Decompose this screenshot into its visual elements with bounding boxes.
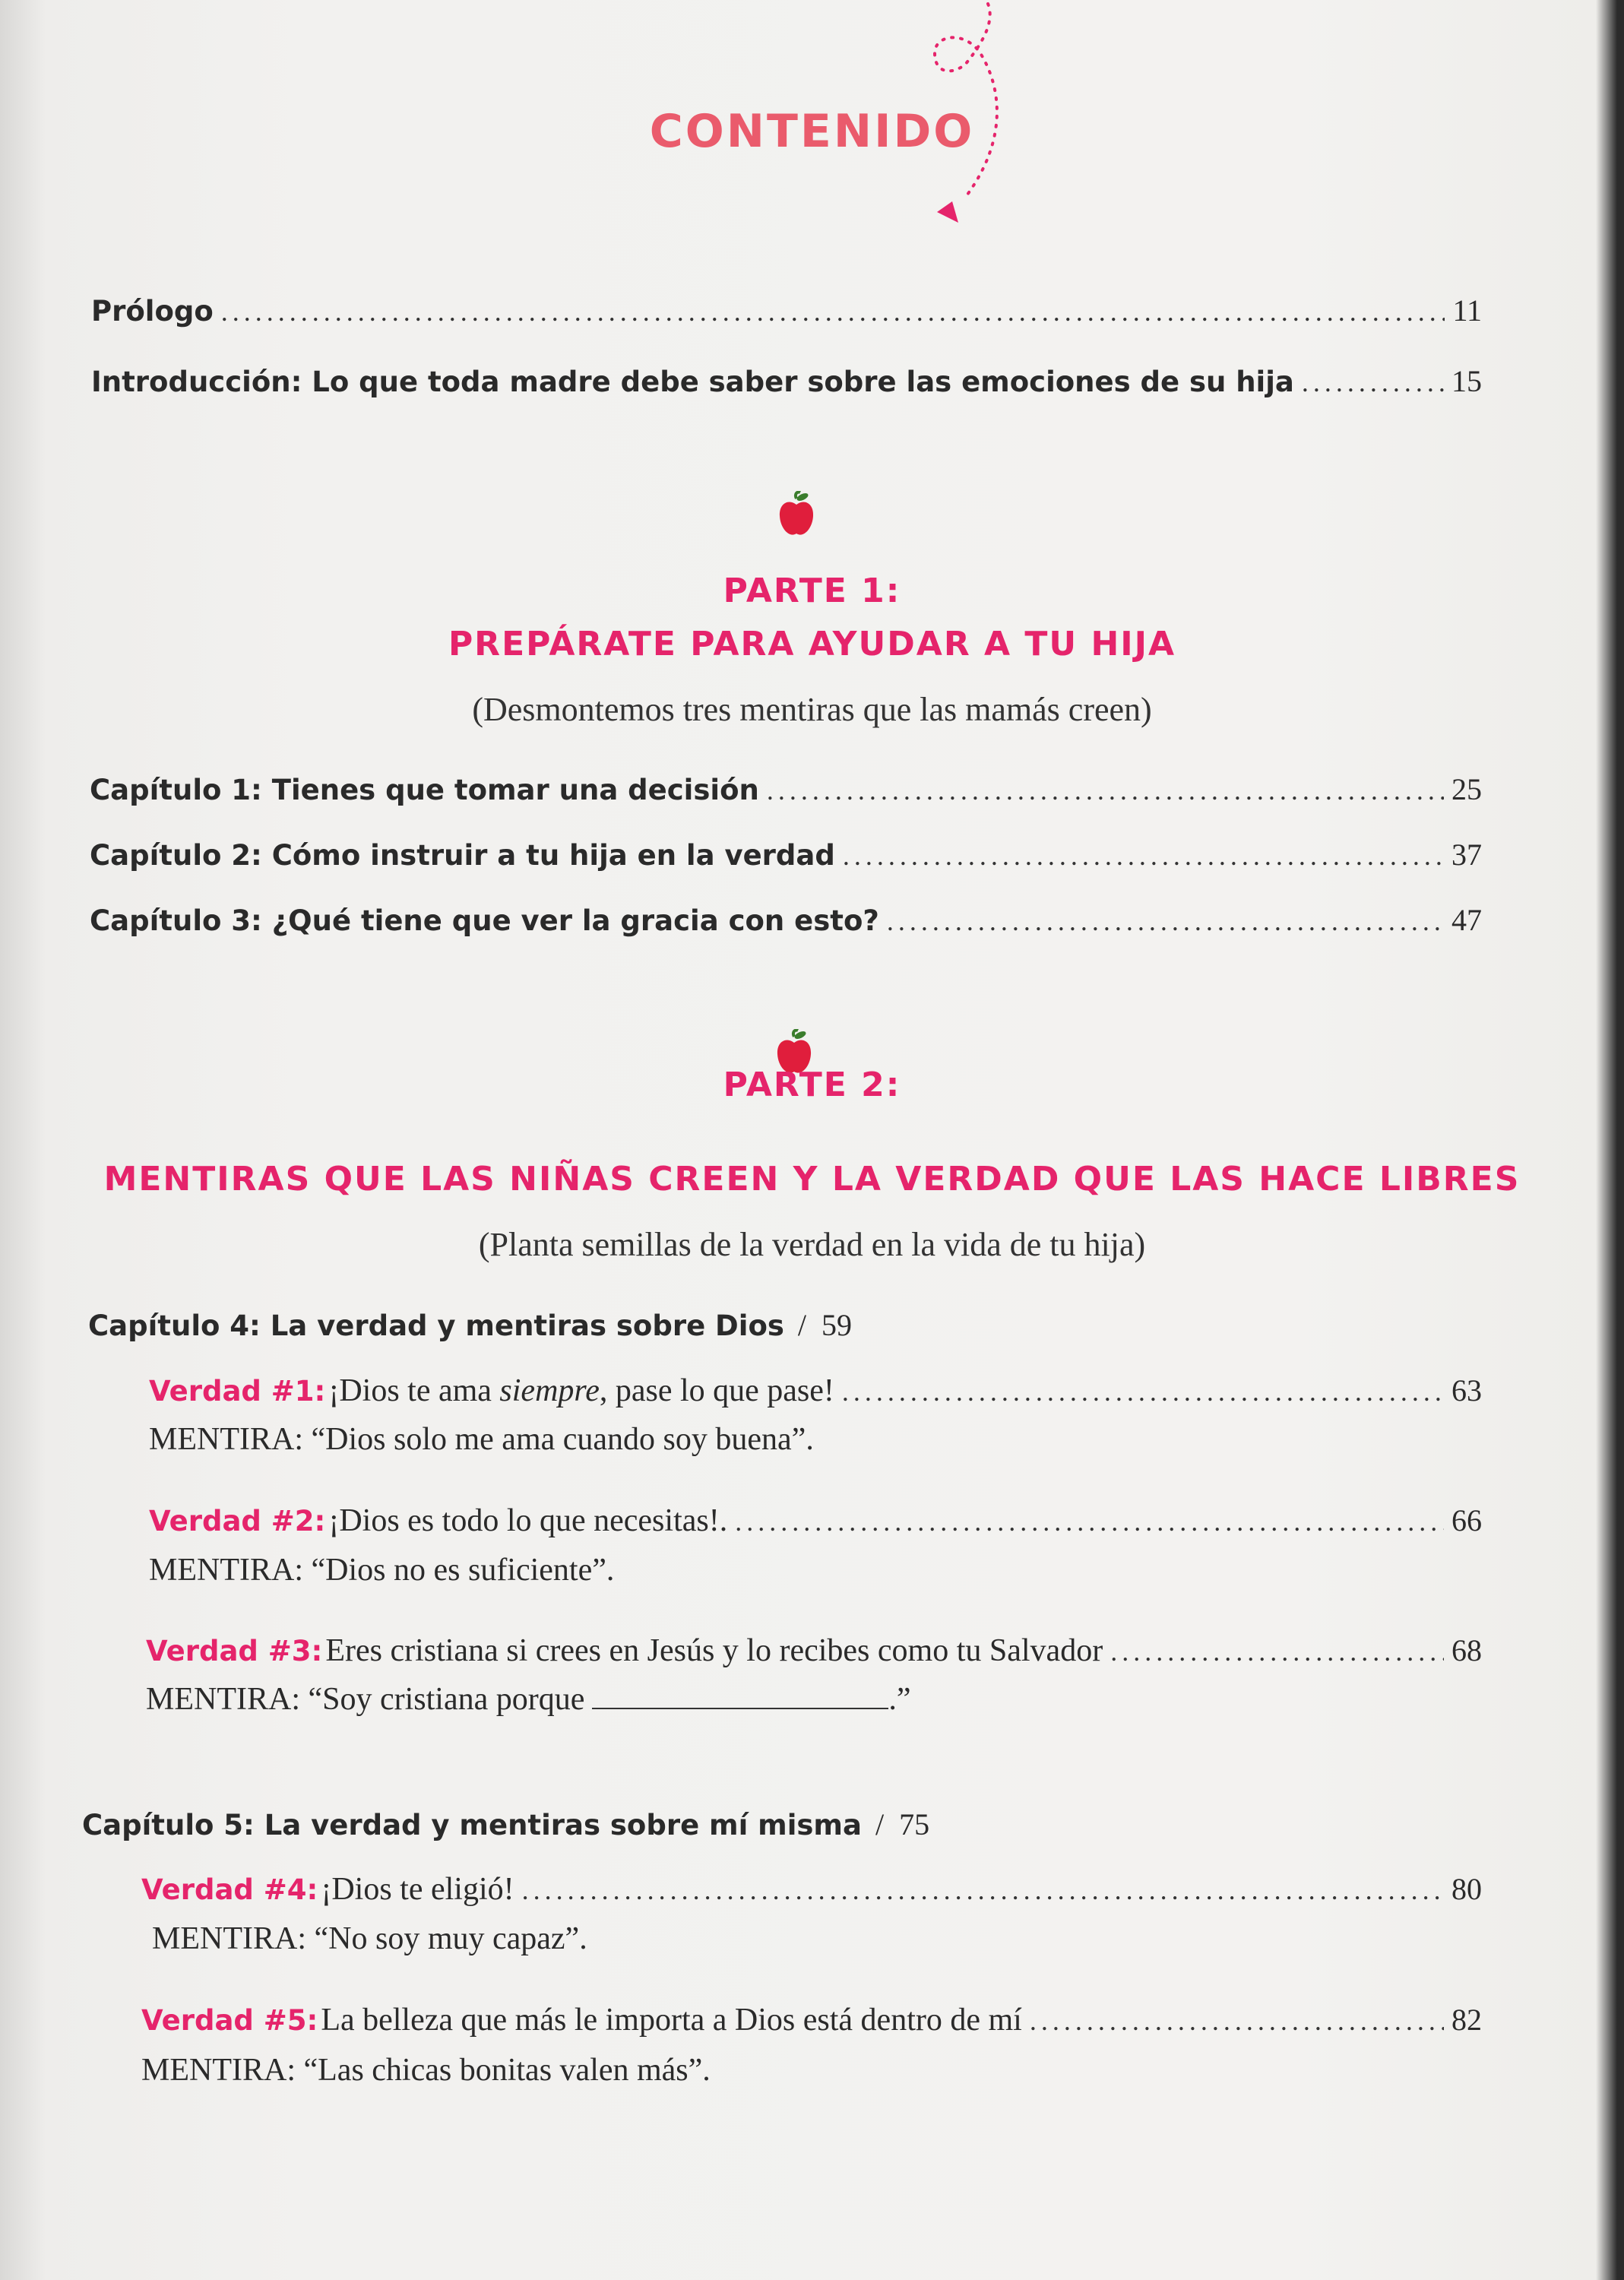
truth-text <box>328 1373 834 1408</box>
lie-label: MENTIRA: <box>149 1422 303 1457</box>
dot-leader <box>221 296 1445 328</box>
dot-leader <box>843 840 1444 872</box>
toc-entry-page: 11 <box>1452 293 1482 328</box>
toc-entry-label: Capítulo 2: Cómo instruir a tu hija en la verdad <box>90 839 835 872</box>
truth-entry-4 <box>141 1871 1482 1908</box>
truth-page: 66 <box>1451 1503 1482 1537</box>
dot-leader <box>1110 1636 1444 1667</box>
chapter-page-separator: / 59 <box>797 1308 853 1342</box>
truth-label: Verdad #4: <box>141 1873 318 1906</box>
lie-text: “Dios no es suficiente”. <box>311 1553 615 1588</box>
truth-text: La belleza que más le importa a Dios está dentro de mí <box>321 2003 1022 2038</box>
dot-leader <box>1302 366 1444 398</box>
truth-page: 82 <box>1451 2003 1482 2037</box>
dot-leader <box>842 1376 1444 1408</box>
lie-label: MENTIRA: <box>141 2053 296 2088</box>
toc-entry-label: Capítulo 3: ¿Qué tiene que ver la gracia con esto? <box>90 904 879 937</box>
truth-text-part: , pase lo que pase! <box>599 1373 834 1408</box>
truth-text: ¡Dios es todo lo que necesitas!. <box>328 1503 728 1538</box>
lie-label: MENTIRA: <box>146 1682 300 1717</box>
lie-text: “Soy cristiana porque <box>308 1682 585 1717</box>
truth-text-emphasis: siempre <box>499 1373 600 1408</box>
lie-entry-1 <box>149 1421 814 1458</box>
part-1-name: PREPÁRATE PARA AYUDAR A TU HIJA <box>448 625 1176 663</box>
part-1-subtitle: (Desmontemos tres mentiras que las mamás creen) <box>472 691 1152 728</box>
toc-entry-introduccion <box>91 363 1482 399</box>
toc-entry-chapter-1 <box>90 771 1482 807</box>
toc-entry-page: 15 <box>1451 364 1482 398</box>
apple-icon <box>777 491 815 538</box>
dot-leader <box>522 1874 1444 1906</box>
chapter-page-separator: / 75 <box>875 1807 930 1841</box>
truth-text: ¡Dios te eligió! <box>321 1872 514 1907</box>
lie-label: MENTIRA: <box>152 1921 306 1956</box>
page-title: CONTENIDO <box>649 105 975 158</box>
toc-entry-page: 25 <box>1451 772 1482 806</box>
toc-entry-chapter-2 <box>90 837 1482 872</box>
chapter-label: Capítulo 4: La verdad y mentiras sobre Dios <box>88 1309 784 1342</box>
truth-entry-5 <box>141 2002 1482 2038</box>
lie-entry-2 <box>149 1552 614 1588</box>
part-2-name: MENTIRAS QUE LAS NIÑAS CREEN Y LA VERDAD QUE LAS HACE LIBRES <box>103 1160 1521 1199</box>
truth-entry-3 <box>146 1632 1482 1669</box>
truth-page: 63 <box>1451 1373 1482 1408</box>
truth-text-part: ¡Dios te ama <box>328 1373 500 1408</box>
dot-leader <box>887 905 1444 937</box>
truth-text: Eres cristiana si crees en Jesús y lo recibes como tu Salvador <box>325 1633 1103 1668</box>
toc-entry-page: 37 <box>1451 838 1482 872</box>
part-2-number: PARTE 2: <box>723 1066 901 1104</box>
truth-entry-2 <box>149 1503 1482 1539</box>
lie-entry-3 <box>146 1681 911 1718</box>
truth-label: Verdad #3: <box>146 1635 323 1667</box>
toc-entry-chapter-3 <box>90 902 1482 938</box>
fill-in-blank <box>592 1685 888 1709</box>
lie-entry-5 <box>141 2052 711 2088</box>
toc-entry-label: Capítulo 1: Tienes que tomar una decisión <box>90 774 759 806</box>
truth-label: Verdad #2: <box>149 1505 326 1537</box>
dot-leader <box>767 774 1444 806</box>
chapter-page: 75 <box>899 1807 930 1841</box>
dot-leader <box>735 1506 1444 1537</box>
chapter-label: Capítulo 5: La verdad y mentiras sobre mí misma <box>82 1809 862 1841</box>
toc-entry-prologo <box>91 293 1482 328</box>
lie-label: MENTIRA: <box>149 1553 303 1588</box>
lie-entry-4 <box>152 1921 587 1957</box>
chapter-page: 59 <box>821 1308 853 1342</box>
lie-text: “No soy muy capaz”. <box>314 1921 587 1956</box>
dot-leader <box>1030 2005 1444 2037</box>
truth-label: Verdad #1: <box>149 1375 326 1408</box>
truth-label: Verdad #5: <box>141 2004 318 2037</box>
part-1-number: PARTE 1: <box>723 572 901 610</box>
toc-entry-page: 47 <box>1451 903 1482 937</box>
chapter-4-heading <box>88 1307 852 1343</box>
truth-page: 68 <box>1451 1633 1482 1667</box>
toc-entry-label: Introducción: Lo que toda madre debe saber sobre las emociones de su hija <box>91 366 1294 398</box>
part-2-subtitle: (Planta semillas de la verdad en la vida de tu hija) <box>478 1226 1146 1263</box>
toc-entry-label: Prólogo <box>91 295 214 328</box>
truth-page: 80 <box>1451 1872 1482 1906</box>
lie-text: “Dios solo me ama cuando soy buena”. <box>311 1422 814 1457</box>
lie-text-end: .” <box>888 1682 911 1717</box>
truth-entry-1 <box>149 1373 1482 1409</box>
lie-text: “Las chicas bonitas valen más”. <box>303 2053 711 2088</box>
chapter-5-heading <box>82 1807 929 1842</box>
